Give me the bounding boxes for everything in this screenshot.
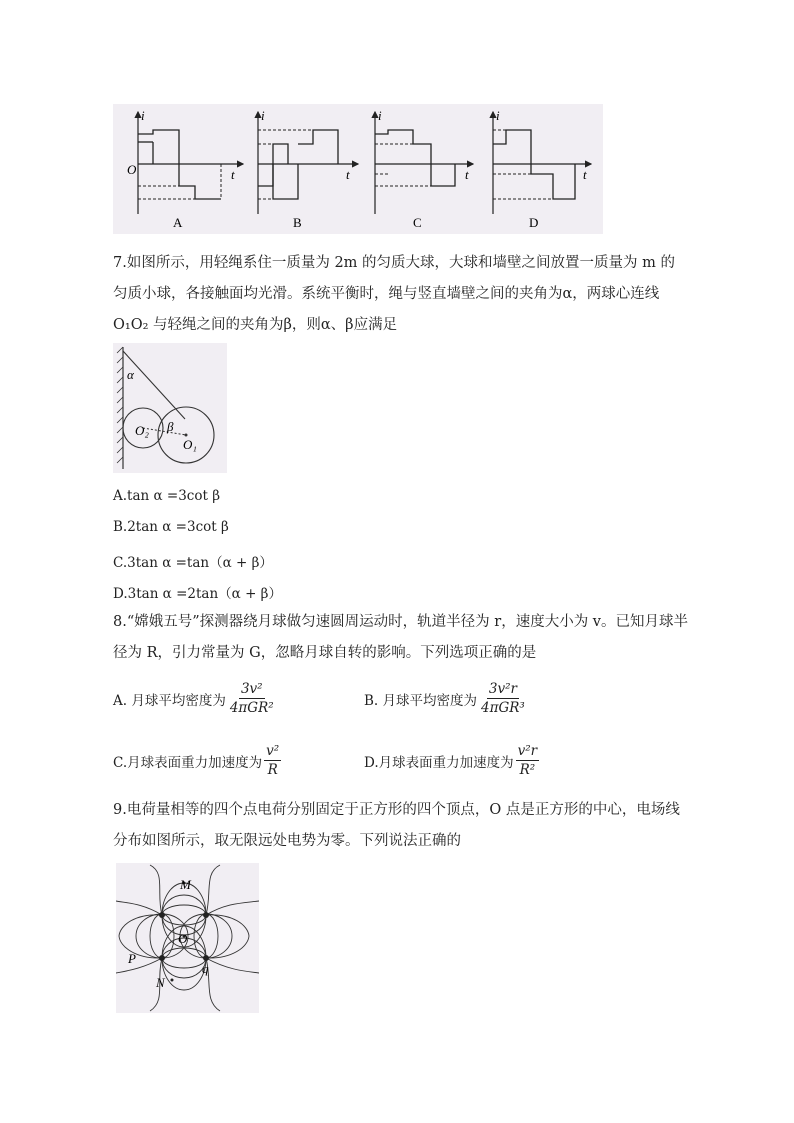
charge-top-right <box>203 912 209 918</box>
q7-stem: 7.如图所示，用轻绳系住一质量为 2m 的匀质大球，大球和墙壁之间放置一质量为 m 的匀质小球，各接触面均光滑。系统平衡时，绳与竖直墙壁之间的夹角为α，两球心连线 O₁O₂ 与轻绳之间的夹角为β，则α、β应满足 <box>113 255 675 333</box>
q8-stem: 8.“嫦娥五号”探测器绕月球做匀速圆周运动时，轨道半径为 r，速度大小为 v。已知月球半径为 R，引力常量为 G，忽略月球自转的影响。下列选项正确的是 <box>113 614 688 661</box>
q8-option-d: D.月球表面重力加速度为 $\frac{\text{v²r}}{\text{R²}}$ <box>364 743 538 778</box>
charge-top-left <box>159 912 165 918</box>
graph-a <box>113 104 243 230</box>
q9-m-label: M <box>180 877 191 892</box>
q7-option-b: B.2tan α =3cot β <box>113 519 229 535</box>
graph-c-label: C <box>413 215 422 230</box>
svg-text:t: t <box>231 167 235 182</box>
graph-a-label: A <box>173 215 183 230</box>
q9-q-label: q <box>202 961 209 976</box>
q9-n-label: N <box>156 975 165 990</box>
svg-text:t: t <box>346 167 350 182</box>
q9-stem: 9.电荷量相等的四个点电荷分别固定于正方形的四个顶点，O 点是正方形的中心，电场线分布如图所示，取无限远处电势为零。下列说法正确的 <box>113 802 680 849</box>
q7-option-d: D.3tan α =2tan（α + β） <box>113 586 282 602</box>
q8-option-c: C.月球表面重力加速度为 $\frac{\text{v²}}{R}$ <box>113 743 280 778</box>
charge-bottom-left <box>159 955 165 961</box>
q7-alpha-label: α <box>127 367 134 382</box>
q6-options-figure <box>113 104 603 234</box>
svg-text:t: t <box>465 167 469 182</box>
graph-c-i: i <box>378 108 382 123</box>
graph-d <box>493 108 591 230</box>
svg-text:t: t <box>583 167 587 182</box>
q7-o1-label: O₁ <box>183 437 197 452</box>
q8-option-b: B. 月球平均密度为 $\frac{\text{3v²r}}{\text{4πGR³}}$ <box>364 681 525 716</box>
q7-figure <box>113 343 227 473</box>
graph-b-i: i <box>261 108 265 123</box>
graph-d-i: i <box>496 108 500 123</box>
q7-beta-label: β <box>167 419 174 434</box>
q9-p-label: P <box>128 951 136 966</box>
q7-option-a: A.tan α =3cot β <box>113 488 221 504</box>
q9-o-label: O <box>178 931 188 946</box>
q9-field-figure <box>116 863 259 1013</box>
graph-d-label: D <box>529 215 539 230</box>
graph-a-i: i <box>141 108 145 123</box>
graph-b-label: B <box>293 215 302 230</box>
svg-text:O: O <box>127 162 137 177</box>
q7-option-c: C.3tan α =tan（α + β） <box>113 555 273 571</box>
graph-c <box>375 108 473 230</box>
q7-o2-label: O₂ <box>135 423 149 438</box>
q8-option-a: A. 月球平均密度为 $\frac{\text{3v²}}{\text{4πGR²}}$ <box>113 681 274 716</box>
graph-b <box>258 108 358 230</box>
q6-graphs-svg <box>113 104 603 234</box>
